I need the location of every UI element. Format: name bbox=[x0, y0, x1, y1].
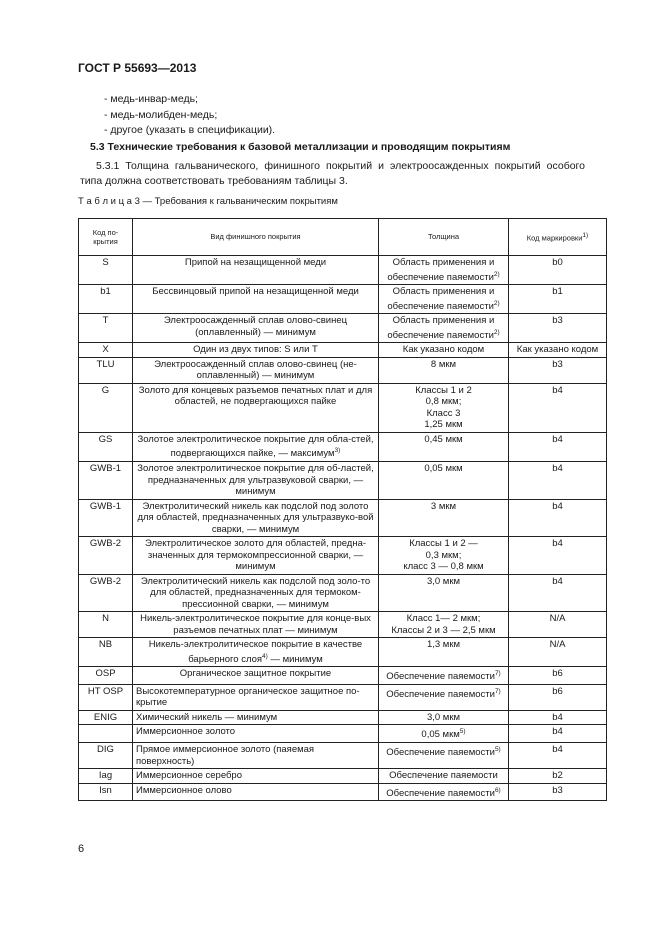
cell-marking: b4 bbox=[509, 432, 607, 461]
table-row bbox=[79, 462, 607, 500]
cell-thickness-text: 3,0 мкм bbox=[426, 711, 461, 723]
cell-type bbox=[133, 574, 379, 612]
table-row bbox=[79, 769, 607, 784]
cell-thickness bbox=[379, 357, 509, 383]
cell-thickness bbox=[379, 667, 509, 685]
footnote-ref: 2) bbox=[493, 328, 500, 336]
cell-thickness-text: 8 мкм bbox=[430, 358, 457, 370]
cell-thickness-text: 3,0 мкм bbox=[426, 575, 461, 587]
cell-code bbox=[79, 725, 133, 743]
cell-thickness bbox=[379, 574, 509, 612]
cell-code: N bbox=[79, 612, 133, 638]
cell-type bbox=[133, 314, 379, 343]
footnote-ref: 3) bbox=[334, 447, 341, 455]
cell-type bbox=[133, 357, 379, 383]
table-row bbox=[79, 343, 607, 358]
cell-type-text: Электроосажденный сплав олово-свинец (не-оплавленный) — минимум bbox=[154, 358, 357, 382]
cell-thickness bbox=[379, 462, 509, 500]
cell-thickness bbox=[379, 432, 509, 461]
cell-thickness-text: Класс 1— 2 мкм; Классы 2 и 3 — 2,5 мкм bbox=[391, 613, 496, 636]
cell-type bbox=[133, 725, 379, 743]
table-row bbox=[79, 667, 607, 685]
cell-marking: N/A bbox=[509, 638, 607, 667]
cell-thickness-text: 1,3 мкм bbox=[426, 639, 461, 651]
cell-type bbox=[133, 383, 379, 432]
cell-type-text: Электролитический никель как подслой под золо-то для областей, предназначенных для термоком-прессионной сварки, — минимум bbox=[140, 575, 371, 610]
table-row bbox=[79, 499, 607, 537]
cell-thickness-text: Область применения и обеспечение паяемости bbox=[387, 286, 495, 312]
footnote-ref: 4) bbox=[262, 652, 268, 660]
cell-thickness bbox=[379, 783, 509, 801]
table-row bbox=[79, 783, 607, 801]
footnote-ref: 5) bbox=[494, 746, 501, 754]
cell-thickness-text: 3 мкм bbox=[430, 500, 457, 512]
body-paragraph: 5.3.1 Толщина гальванического, финишного покрытий и электроосажденных покрытий особого типа должна соответствовать требованиям таблицы 3. bbox=[80, 160, 585, 187]
cell-type-text: Иммерсионное серебро bbox=[136, 770, 242, 782]
footnote-ref: 6) bbox=[494, 786, 501, 794]
cell-code: GWB-1 bbox=[79, 462, 133, 500]
coatings-table bbox=[78, 218, 607, 801]
table-row bbox=[79, 743, 607, 769]
cell-code: GWB-1 bbox=[79, 499, 133, 537]
cell-thickness-text: 0,05 мкм bbox=[421, 729, 460, 741]
cell-code: Iag bbox=[79, 769, 133, 784]
footnote-ref: 1) bbox=[582, 232, 589, 239]
cell-thickness-text: Обеспечение паяемости bbox=[386, 747, 495, 759]
table-row bbox=[79, 357, 607, 383]
cell-type bbox=[133, 743, 379, 769]
cell-code: GWB-2 bbox=[79, 574, 133, 612]
cell-type bbox=[133, 537, 379, 575]
cell-type bbox=[133, 769, 379, 784]
table-row bbox=[79, 684, 607, 710]
cell-thickness-text: Классы 1 и 2 0,8 мкм; Класс 3 1,25 мкм bbox=[415, 384, 472, 431]
header-thickness: Толщина bbox=[379, 219, 509, 256]
cell-type bbox=[133, 462, 379, 500]
cell-code: GWB-2 bbox=[79, 537, 133, 575]
cell-marking: b3 bbox=[509, 314, 607, 343]
table-row bbox=[79, 256, 607, 285]
footnote-ref: 2) bbox=[493, 299, 500, 307]
cell-thickness-text: 0,05 мкм bbox=[424, 463, 463, 475]
cell-code: TLU bbox=[79, 357, 133, 383]
cell-thickness bbox=[379, 499, 509, 537]
cell-marking: b2 bbox=[509, 769, 607, 784]
cell-type-text: Никель-электролитическое покрытие для конце-вых разъемов печатных плат — минимум bbox=[140, 613, 371, 636]
cell-thickness bbox=[379, 343, 509, 358]
section-title: 5.3 Технические требования к базовой металлизации и проводящим покрытиям bbox=[90, 141, 511, 153]
table-row bbox=[79, 432, 607, 461]
cell-type-text: Электроосажденный сплав олово-свинец (оплавленный) — минимум bbox=[163, 315, 348, 338]
table-row bbox=[79, 383, 607, 432]
header-code: Код по-крытия bbox=[79, 219, 133, 256]
cell-type-text: Прямое иммерсионное золото (паяемая поверхность) bbox=[136, 744, 315, 767]
cell-thickness bbox=[379, 638, 509, 667]
document-header: ГОСТ Р 55693—2013 bbox=[78, 61, 197, 75]
cell-type-text: Золотое электролитическое покрытие для об-ластей, предназначенных для ультразвуковой сварки, — минимум bbox=[137, 463, 374, 498]
cell-code: NB bbox=[79, 638, 133, 667]
cell-thickness-text: Обеспечение паяемости bbox=[389, 770, 498, 782]
cell-type-text: Высокотемпературное органическое защитное по-крытие bbox=[136, 685, 360, 709]
table-body bbox=[79, 256, 607, 801]
cell-code: X bbox=[79, 343, 133, 358]
cell-type bbox=[133, 638, 379, 667]
table-header-row bbox=[79, 219, 607, 256]
cell-type bbox=[133, 667, 379, 685]
cell-code: S bbox=[79, 256, 133, 285]
cell-type bbox=[133, 612, 379, 638]
cell-code: Isn bbox=[79, 783, 133, 801]
table-row bbox=[79, 537, 607, 575]
cell-thickness-text: Обеспечение паяемости bbox=[386, 689, 495, 701]
cell-thickness-text: Область применения и обеспечение паяемости bbox=[387, 257, 495, 283]
cell-type-text: Один из двух типов: S или T bbox=[193, 344, 318, 356]
cell-type-text: Органическое защитное покрытие bbox=[179, 668, 332, 680]
cell-type bbox=[133, 343, 379, 358]
cell-thickness bbox=[379, 383, 509, 432]
header-marking-label: Код маркировки bbox=[526, 233, 583, 243]
table-caption: Т а б л и ц а 3 — Требования к гальваническим покрытиям bbox=[78, 196, 338, 207]
cell-marking: b3 bbox=[509, 783, 607, 801]
cell-thickness-text: Как указано кодом bbox=[402, 344, 485, 356]
table-row bbox=[79, 285, 607, 314]
cell-marking: b4 bbox=[509, 743, 607, 769]
cell-type bbox=[133, 432, 379, 461]
cell-thickness bbox=[379, 537, 509, 575]
cell-type-text: Золото для концевых разъемов печатных плат и для областей, не подвергающихся пайке bbox=[138, 384, 373, 408]
cell-marking: b4 bbox=[509, 710, 607, 725]
table-row bbox=[79, 314, 607, 343]
cell-type-text: Бессвинцовый припой на незащищенной меди bbox=[152, 286, 359, 298]
cell-code: HT OSP bbox=[79, 684, 133, 710]
cell-type bbox=[133, 285, 379, 314]
cell-type bbox=[133, 499, 379, 537]
cell-type-text: Золотое электролитическое покрытие для обла-стей, подвергающихся пайке, — максимум bbox=[137, 433, 374, 460]
cell-type-text: Иммерсионное олово bbox=[136, 784, 232, 796]
cell-type-text: Химический никель — минимум bbox=[136, 711, 278, 723]
cell-code: OSP bbox=[79, 667, 133, 685]
cell-type bbox=[133, 783, 379, 801]
cell-type-text: Никель-электролитическое покрытие в качестве барьерного слоя bbox=[148, 639, 363, 665]
header-type: Вид финишного покрытия bbox=[133, 219, 379, 256]
cell-thickness bbox=[379, 743, 509, 769]
cell-code: ENIG bbox=[79, 710, 133, 725]
cell-marking: b4 bbox=[509, 462, 607, 500]
cell-marking: b3 bbox=[509, 357, 607, 383]
table-row bbox=[79, 612, 607, 638]
header-marking bbox=[509, 219, 607, 256]
cell-marking: b4 bbox=[509, 537, 607, 575]
cell-marking: b6 bbox=[509, 684, 607, 710]
cell-code: G bbox=[79, 383, 133, 432]
footnote-ref: 2) bbox=[493, 270, 500, 278]
cell-code: GS bbox=[79, 432, 133, 461]
cell-thickness bbox=[379, 256, 509, 285]
cell-marking: b0 bbox=[509, 256, 607, 285]
cell-thickness bbox=[379, 725, 509, 743]
cell-thickness bbox=[379, 314, 509, 343]
footnote-ref: 7) bbox=[494, 670, 501, 678]
cell-code: b1 bbox=[79, 285, 133, 314]
cell-marking: b4 bbox=[509, 574, 607, 612]
cell-thickness-text: Область применения и обеспечение паяемости bbox=[387, 315, 495, 341]
cell-marking: N/A bbox=[509, 612, 607, 638]
cell-code: DIG bbox=[79, 743, 133, 769]
cell-marking: b4 bbox=[509, 725, 607, 743]
list-item: - медь-молибден-медь; bbox=[104, 108, 218, 121]
cell-type-text: Иммерсионное золото bbox=[136, 726, 236, 738]
cell-thickness bbox=[379, 769, 509, 784]
cell-type bbox=[133, 710, 379, 725]
page-number: 6 bbox=[78, 843, 85, 855]
footnote-ref: 5) bbox=[459, 728, 466, 736]
cell-thickness-text: Обеспечение паяемости bbox=[386, 787, 495, 799]
cell-type-text: Электролитическое золото для областей, предна-значенных для термокомпрессионной сварки, — минимум bbox=[144, 538, 367, 573]
cell-code: T bbox=[79, 314, 133, 343]
cell-type-text: Электролитический никель как подслой под золото для областей, предназначенных для ультразвуко-вой сварки, — минимум bbox=[137, 500, 374, 535]
cell-thickness bbox=[379, 710, 509, 725]
cell-type bbox=[133, 256, 379, 285]
cell-marking: b6 bbox=[509, 667, 607, 685]
table-row bbox=[79, 638, 607, 667]
cell-thickness bbox=[379, 612, 509, 638]
cell-marking: Как указано кодом bbox=[509, 343, 607, 358]
table-row bbox=[79, 725, 607, 743]
cell-marking: b4 bbox=[509, 383, 607, 432]
cell-marking: b1 bbox=[509, 285, 607, 314]
cell-thickness bbox=[379, 285, 509, 314]
list-item: - другое (указать в спецификации). bbox=[104, 124, 276, 136]
list-item: - медь-инвар-медь; bbox=[104, 93, 198, 105]
cell-type-tail: — минимум bbox=[267, 653, 323, 665]
table-row bbox=[79, 710, 607, 725]
material-list bbox=[104, 92, 275, 139]
table-row bbox=[79, 574, 607, 612]
cell-thickness-text: Классы 1 и 2 — 0,3 мкм; класс 3 — 0,8 мкм bbox=[403, 538, 484, 573]
cell-thickness-text: Обеспечение паяемости bbox=[386, 671, 495, 683]
cell-type bbox=[133, 684, 379, 710]
cell-marking: b4 bbox=[509, 499, 607, 537]
cell-type-text: Припой на незащищенной меди bbox=[184, 257, 327, 268]
cell-thickness bbox=[379, 684, 509, 710]
footnote-ref: 7) bbox=[494, 687, 501, 695]
cell-thickness-text: 0,45 мкм bbox=[424, 433, 463, 445]
